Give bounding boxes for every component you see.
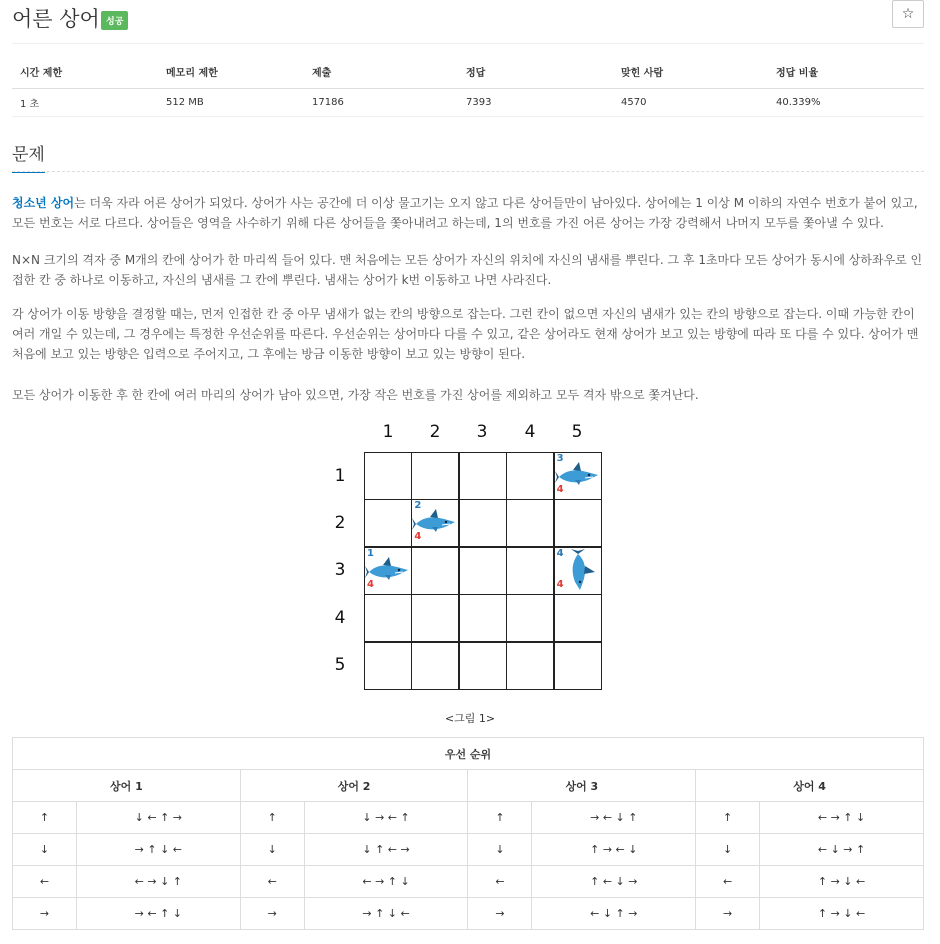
grid-cell [506, 547, 554, 595]
grid-cell [506, 594, 554, 642]
problem-header [12, 0, 924, 44]
row-label: 2 [334, 513, 346, 533]
stats-value-row [12, 88, 924, 116]
grid-cell [554, 499, 602, 547]
priority-order-cell: ↑ ← ↓ → [532, 866, 696, 898]
value-submissions: 17186 [304, 88, 458, 116]
priority-body [13, 802, 924, 930]
priority-order-cell: ↑ → ← ↓ [532, 834, 696, 866]
current-direction-cell: ← [468, 866, 532, 898]
problem-section-heading [12, 140, 924, 172]
current-direction-cell: ↑ [240, 802, 304, 834]
current-direction-cell: ← [696, 866, 760, 898]
grid-cell [459, 499, 507, 547]
row-label: 3 [334, 560, 346, 580]
figure-grid [330, 416, 610, 696]
priority-order-cell: ← → ↑ ↓ [760, 802, 924, 834]
priority-order-cell: → ↑ ↓ ← [76, 834, 240, 866]
grid-cell [459, 642, 507, 690]
shark-number: 3 [556, 453, 564, 464]
grid-cell [554, 594, 602, 642]
priority-shark-header: 상어 2 [240, 770, 468, 802]
current-direction-cell: ↓ [696, 834, 760, 866]
priority-row [13, 802, 924, 834]
priority-order-cell: → ← ↑ ↓ [76, 898, 240, 930]
grid-cell [459, 594, 507, 642]
row-label: 1 [334, 466, 346, 486]
paragraph-1-text: 는 더욱 자라 어른 상어가 되었다. 상어가 사는 공간에 더 이상 물고기는 오지 않고 다른 상어들만이 남아있다. 상어에는 1 이상 M 이하의 자연수 번호가 붙어 있고, 모든 번호는 서로 다르다. 상어들은 영역을 사수하기 위해 다른 상어들을 쫓아내려고 하는데, 1의 번호를 가진 어른 상어는 가장 강력해서 나머지 모두를 쫓아낼 수 있다. [12, 196, 918, 230]
current-direction-cell: ← [13, 866, 77, 898]
priority-order-cell: ↓ ← ↑ → [76, 802, 240, 834]
related-problem-link[interactable]: 청소년 상어 [12, 196, 75, 210]
priority-table [12, 737, 924, 930]
smell-counter: 4 [556, 484, 564, 495]
grid-cell [506, 642, 554, 690]
favorite-button[interactable] [892, 0, 924, 28]
grid-cell [364, 642, 412, 690]
stats-header-row [12, 56, 924, 88]
priority-order-cell: → ↑ ↓ ← [304, 898, 468, 930]
grid-cell [364, 594, 412, 642]
section-title: 문제 [12, 140, 45, 173]
problem-paragraph-3: 각 상어가 이동 방향을 결정할 때는, 먼저 인접한 칸 중 아무 냄새가 없는 칸의 방향으로 잡는다. 그런 칸이 없으면 자신의 냄새가 있는 칸의 방향으로 잡는다. 이때 가능한 칸이 여러 개일 수 있는데, 그 경우에는 특정한 우선순위를 따른다. 우선순위는 상어마다 다를 수 있고, 같은 상어라도 현재 상어가 보고 있는 방향에 따라 또 다를 수 있다. 상어가 맨 처음에 보고 있는 방향은 입력으로 주어지고, 그 후에는 방금 이동한 방향이 보고 있는 방향이 된다. [12, 307, 919, 361]
current-direction-cell: ↓ [240, 834, 304, 866]
problem-paragraph-2: N×N 크기의 격자 중 M개의 칸에 상어가 한 마리씩 들어 있다. 맨 처음에는 모든 상어가 자신의 위치에 자신의 냄새를 뿌린다. 그 후 1초마다 모든 상어가 동시에 상하좌우로 인접한 칸 중 하나로 이동하고, 자신의 냄새를 그 칸에 뿌린다. 냄새는 상어가 k번 이동하고 나면 사라진다. [12, 253, 923, 287]
priority-order-cell: ← ↓ → ↑ [760, 834, 924, 866]
current-direction-cell: → [13, 898, 77, 930]
grid-cell [459, 547, 507, 595]
priority-order-cell: ← ↓ ↑ → [532, 898, 696, 930]
figure-caption: <그림 1> [444, 712, 496, 725]
grid-cell [411, 452, 459, 500]
problem-info-table [12, 56, 924, 117]
problem-paragraph-1 [12, 193, 924, 233]
header-submissions: 제출 [304, 56, 458, 88]
column-label: 2 [429, 422, 441, 442]
smell-counter: 4 [367, 578, 374, 590]
priority-order-cell: ↑ → ↓ ← [760, 866, 924, 898]
value-accepted: 7393 [458, 88, 613, 116]
priority-shark-row [13, 770, 924, 802]
grid-cell [364, 499, 412, 547]
value-time-limit: 1 초 [12, 88, 158, 116]
value-memory-limit: 512 MB [158, 88, 304, 116]
priority-shark-header: 상어 1 [13, 770, 241, 802]
current-direction-cell: ↓ [468, 834, 532, 866]
grid-cell [459, 452, 507, 500]
priority-order-cell: ← → ↓ ↑ [76, 866, 240, 898]
current-direction-cell: ← [240, 866, 304, 898]
grid-cell [554, 642, 602, 690]
column-label: 3 [476, 422, 488, 442]
priority-order-cell: → ← ↓ ↑ [532, 802, 696, 834]
current-direction-cell: ↑ [13, 802, 77, 834]
grid-cell [411, 642, 459, 690]
shark-number: 1 [367, 547, 374, 559]
header-memory-limit: 메모리 제한 [158, 56, 304, 88]
priority-order-cell: ↓ ↑ ← → [304, 834, 468, 866]
current-direction-cell: → [696, 898, 760, 930]
shark-number: 2 [414, 500, 422, 512]
column-label: 4 [524, 422, 536, 442]
shark-number: 4 [556, 547, 564, 559]
value-solvers: 4570 [613, 88, 768, 116]
priority-order-cell: ← → ↑ ↓ [304, 866, 468, 898]
priority-order-cell: ↓ → ← ↑ [304, 802, 468, 834]
grid-cell [411, 594, 459, 642]
current-direction-cell: ↑ [696, 802, 760, 834]
smell-counter: 4 [414, 531, 422, 543]
header-ratio: 정답 비율 [768, 56, 924, 88]
column-label: 1 [382, 422, 394, 442]
priority-shark-header: 상어 3 [468, 770, 696, 802]
problem-paragraph-4: 모든 상어가 이동한 후 한 칸에 여러 마리의 상어가 남아 있으면, 가장 작은 번호를 가진 상어를 제외하고 모두 격자 밖으로 쫓겨난다. [12, 388, 699, 402]
status-badge: 성공 [101, 11, 128, 30]
star-icon: ☆ [901, 6, 915, 22]
priority-row [13, 834, 924, 866]
current-direction-cell: → [468, 898, 532, 930]
header-time-limit: 시간 제한 [12, 56, 158, 88]
row-label: 4 [334, 608, 346, 628]
grid-cell [364, 452, 412, 500]
priority-shark-header: 상어 4 [696, 770, 924, 802]
column-label: 5 [571, 422, 583, 442]
grid-cell [506, 499, 554, 547]
page-title: 어른 상어 [12, 7, 100, 31]
header-solvers: 맞힌 사람 [613, 56, 768, 88]
priority-row [13, 898, 924, 930]
header-accepted: 정답 [458, 56, 613, 88]
grid-cell [506, 452, 554, 500]
current-direction-cell: → [240, 898, 304, 930]
row-label: 5 [334, 655, 346, 675]
current-direction-cell: ↓ [13, 834, 77, 866]
priority-title-row [13, 738, 924, 770]
priority-title: 우선 순위 [13, 738, 924, 770]
grid-cell [411, 547, 459, 595]
priority-row [13, 866, 924, 898]
smell-counter: 4 [556, 578, 564, 590]
current-direction-cell: ↑ [468, 802, 532, 834]
priority-order-cell: ↑ → ↓ ← [760, 898, 924, 930]
value-ratio: 40.339% [768, 88, 924, 116]
